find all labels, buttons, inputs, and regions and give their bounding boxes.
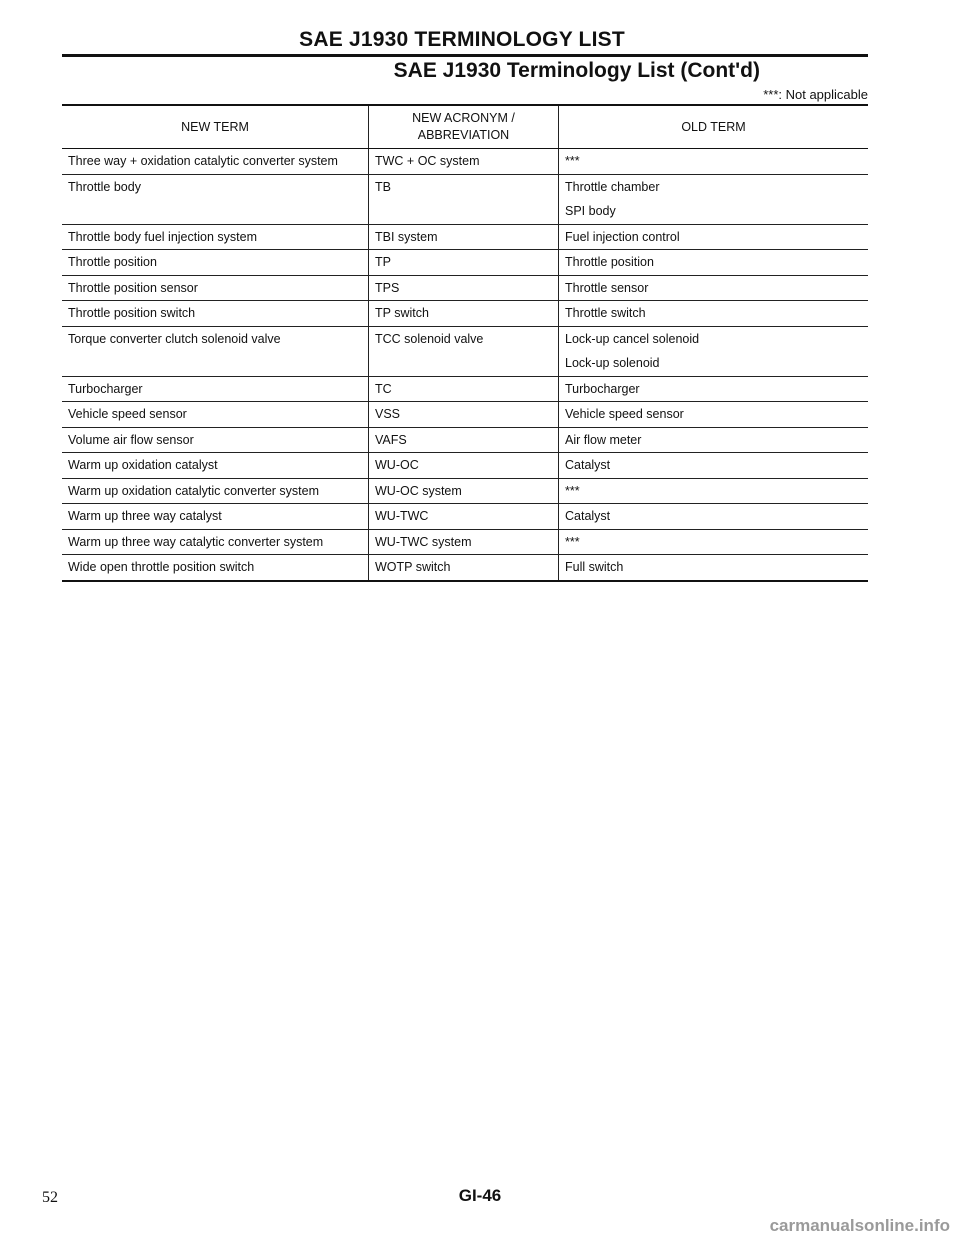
cell-new-acronym [368,175,558,224]
cell-text: Throttle position [565,255,654,269]
cell-text: *** [565,154,580,168]
cell-new-term [62,276,368,301]
cell-old-term [558,149,868,174]
cell-text: TBI system [375,229,438,244]
cell-text: Vehicle speed sensor [565,407,684,421]
cell-text: Full switch [565,560,624,574]
cell-old-term [558,530,868,555]
cell-new-term [62,149,368,174]
table-row [62,276,868,302]
cell-new-acronym [368,301,558,326]
table-row [62,149,868,175]
cell-text: *** [565,534,580,549]
header-cell-old-term [558,106,868,148]
cell-text: TB [375,179,391,194]
cell-text: Warm up three way catalytic converter system [68,534,324,549]
table-row [62,250,868,276]
cell-new-term [62,555,368,580]
cell-new-acronym [368,377,558,402]
cell-text: Air flow meter [565,432,642,447]
cell-new-acronym [368,428,558,453]
cell-old-term [558,479,868,504]
cell-old-term [558,504,868,529]
cell-text: Throttle switch [565,306,646,320]
cell-text: VAFS [375,432,407,447]
cell-text: Torque converter clutch solenoid valve [68,331,281,346]
cell-new-acronym [368,479,558,504]
terminology-table [62,104,868,582]
cell-text: SPI body [565,204,616,218]
cell-text: Volume air flow sensor [68,432,194,447]
cell-old-term [558,377,868,402]
cell-text: *** [565,483,580,498]
cell-text: TC [375,381,392,396]
not-applicable-note: ***: Not applicable [763,87,868,102]
cell-old-term [558,301,868,326]
cell-new-term [62,327,368,376]
cell-new-term [62,250,368,275]
cell-text: Turbocharger [565,381,640,396]
cell-text: Throttle body [68,179,141,194]
cell-new-acronym [368,453,558,478]
header-cell-new-term [62,106,368,148]
cell-text: Throttle position switch [68,306,196,320]
cell-new-term [62,225,368,250]
cell-text: TP [375,255,391,269]
cell-text: NEW ACRONYM / [412,111,515,125]
table-row [62,428,868,454]
cell-text: Three way + oxidation catalytic converter system [68,154,338,168]
header-cell-new-acronym [368,106,558,148]
table-header-row [62,106,868,149]
cell-text: Throttle position [68,255,157,269]
cell-new-acronym [368,250,558,275]
cell-text: WU-TWC [375,509,429,523]
cell-text: Warm up three way catalyst [68,509,222,523]
left-page-number: 52 [42,1189,58,1206]
cell-text: TPS [375,280,400,295]
cell-text: WU-TWC system [375,534,472,549]
cell-new-term [62,504,368,529]
page-id: GI-46 [458,1186,502,1205]
cell-text: Turbocharger [68,381,143,396]
cell-old-term [558,327,868,376]
cell-new-acronym [368,327,558,376]
cell-new-term [62,479,368,504]
table-row [62,377,868,403]
cell-new-acronym [368,504,558,529]
cell-text: Lock-up solenoid [565,356,660,370]
cell-old-term [558,175,868,224]
cell-new-acronym [368,149,558,174]
cell-new-term [62,428,368,453]
cell-text: Throttle position sensor [68,280,198,295]
section-subtitle: SAE J1930 Terminology List (Cont'd) [393,59,760,82]
cell-new-term [62,453,368,478]
cell-text: OLD TERM [681,119,746,134]
cell-old-term [558,276,868,301]
cell-text: VSS [375,407,401,421]
cell-text: NEW TERM [181,119,249,134]
title-rule [62,54,868,57]
cell-new-term [62,301,368,326]
cell-new-acronym [368,225,558,250]
cell-new-acronym [368,555,558,580]
table-row [62,402,868,428]
cell-old-term [558,555,868,580]
table-row [62,175,868,225]
table-row [62,453,868,479]
cell-new-term [62,377,368,402]
watermark: carmanualsonline.info [769,1216,950,1235]
cell-text: WU-OC system [375,483,462,498]
cell-text: Fuel injection control [565,229,680,244]
cell-new-acronym [368,530,558,555]
cell-text: TCC solenoid valve [375,331,484,346]
cell-text: WOTP switch [375,560,451,574]
cell-new-term [62,402,368,427]
cell-new-acronym [368,276,558,301]
cell-new-term [62,175,368,224]
cell-text: TP switch [375,306,429,320]
cell-text: Vehicle speed sensor [68,407,187,421]
table-row [62,504,868,530]
cell-text: Warm up oxidation catalytic converter system [68,483,320,498]
cell-new-acronym [368,402,558,427]
table-row [62,530,868,556]
cell-text: Throttle sensor [565,280,649,295]
table-row [62,301,868,327]
table-row [62,327,868,377]
cell-text: TWC + OC system [375,154,480,168]
cell-old-term [558,453,868,478]
table-row [62,555,868,580]
cell-text: Throttle body fuel injection system [68,229,257,244]
cell-text: Throttle chamber [565,179,660,194]
page-header [62,28,868,103]
cell-text: WU-OC [375,458,419,472]
cell-text: Wide open throttle position switch [68,560,255,574]
cell-text: Catalyst [565,458,611,472]
cell-old-term [558,250,868,275]
table-row [62,225,868,251]
page-title: SAE J1930 TERMINOLOGY LIST [299,28,625,51]
cell-text: Warm up oxidation catalyst [68,458,218,472]
table-row [62,479,868,505]
cell-text: Lock-up cancel solenoid [565,331,700,346]
cell-old-term [558,402,868,427]
cell-new-term [62,530,368,555]
cell-old-term [558,225,868,250]
cell-text: ABBREVIATION [417,128,510,142]
cell-text: Catalyst [565,509,611,523]
cell-old-term [558,428,868,453]
